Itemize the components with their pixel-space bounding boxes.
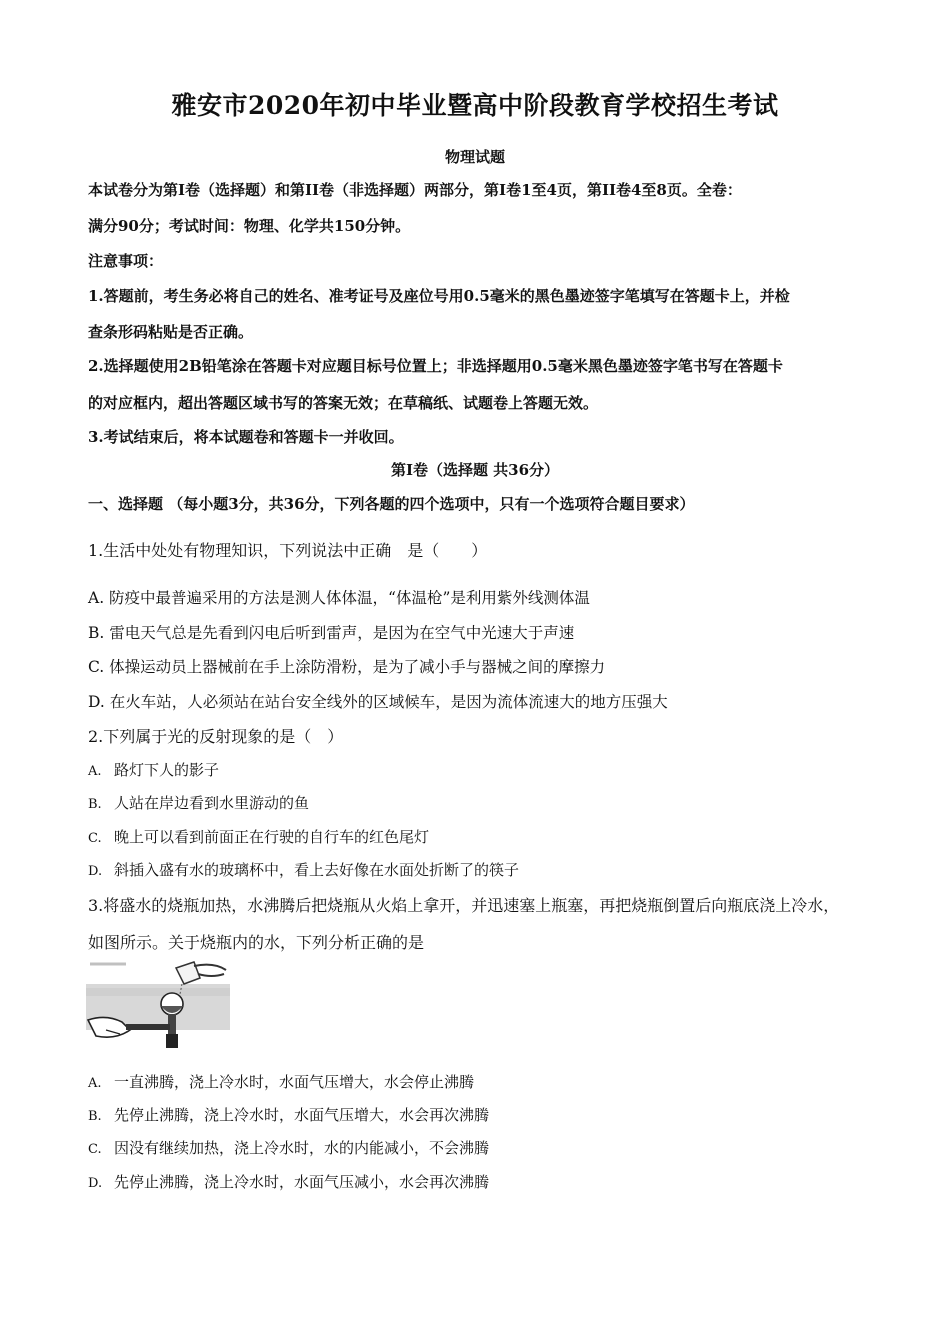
q1-option-b: B. 雷电天气总是先看到闪电后听到雷声，是因为在空气中光速大于声速 [88,624,575,642]
q3-option-d [88,1171,489,1192]
option-label: D. [88,1176,103,1191]
cup-icon [176,962,226,984]
option-label: A. [88,764,102,779]
flask-cold-water-figure [86,960,230,1052]
notice-3: 3.考试结束后，将本试题卷和答题卡一并收回。 [88,428,404,446]
q2-option-b [88,792,309,813]
notice-2b: 的对应框内，超出答题区域书写的答案无效；在草稿纸、试题卷上答题无效。 [88,394,599,412]
q3-stem-b: 如图所示。关于烧瓶内的水，下列分析正确的是 [88,933,425,952]
option-text: 斜插入盛有水的玻璃杯中，看上去好像在水面处折断了的筷子 [114,861,520,879]
q1-stem: 1.生活中处处有物理知识，下列说法中正确 是（ ） [88,541,488,560]
intro-line-1: 本试卷分为第I卷（选择题）和第II卷（非选择题）两部分，第I卷1至4页，第II卷4至8页。全卷： [88,181,742,199]
section-title: 第I卷（选择题 共36分） [390,461,560,479]
option-label: A. [88,1076,102,1091]
q1-option-c: C. 体操运动员上器械前在手上涂防滑粉，是为了减小手与器械之间的摩擦力 [88,658,606,676]
option-text: 路灯下人的影子 [114,761,220,779]
option-text: 人站在岸边看到水里游动的鱼 [114,794,310,812]
q3-option-c [88,1137,489,1158]
option-label: B. [88,1109,102,1124]
notice-1b: 查条形码粘贴是否正确。 [88,323,254,341]
q3-option-a [88,1071,474,1092]
q3-option-b [88,1104,489,1125]
option-label: C. [88,831,102,846]
option-text: 先停止沸腾，浇上冷水时，水面气压减小，水会再次沸腾 [114,1173,490,1191]
option-text: 一直沸腾，浇上冷水时，水面气压增大，水会停止沸腾 [114,1073,475,1091]
q2-stem: 2.下列属于光的反射现象的是（ ） [88,727,344,746]
q2-option-c [88,826,429,847]
page-title: 雅安市2020年初中毕业暨高中阶段教育学校招生考试 [171,91,779,120]
notice-2a: 2.选择题使用2B铅笔涂在答题卡对应题目标号位置上；非选择题用0.5毫米黑色墨迹签字笔书写在答题卡 [88,357,783,375]
section-heading: 一、选择题 （每小题3分，共36分，下列各题的四个选项中，只有一个选项符合题目要求） [88,495,695,513]
option-text: 先停止沸腾，浇上冷水时，水面气压增大，水会再次沸腾 [114,1106,490,1124]
q2-option-d [88,859,519,880]
q3-stem-a: 3.将盛水的烧瓶加热，水沸腾后把烧瓶从火焰上拿开，并迅速塞上瓶塞，再把烧瓶倒置后向瓶底浇上冷水， [88,896,840,915]
q1-option-d: D. 在火车站，人必须站在站台安全线外的区域候车，是因为流体流速大的地方压强大 [88,693,668,711]
q2-option-a [88,759,219,780]
option-label: D. [88,864,103,879]
q1-option-a: A. 防疫中最普遍采用的方法是测人体体温，“体温枪”是利用紫外线测体温 [88,589,590,607]
option-text: 晚上可以看到前面正在行驶的自行车的红色尾灯 [114,828,430,846]
page-subtitle: 物理试题 [444,148,505,166]
intro-line-2: 满分90分；考试时间：物理、化学共150分钟。 [88,217,411,235]
notice-title: 注意事项： [88,252,164,270]
option-label: C. [88,1142,102,1157]
option-text: 因没有继续加热，浇上冷水时，水的内能减小，不会沸腾 [114,1139,490,1157]
notice-1a: 1.答题前，考生务必将自己的姓名、准考证号及座位号用0.5毫米的黑色墨迹签字笔填写在答题卡上，并检 [88,287,790,305]
option-label: B. [88,797,102,812]
